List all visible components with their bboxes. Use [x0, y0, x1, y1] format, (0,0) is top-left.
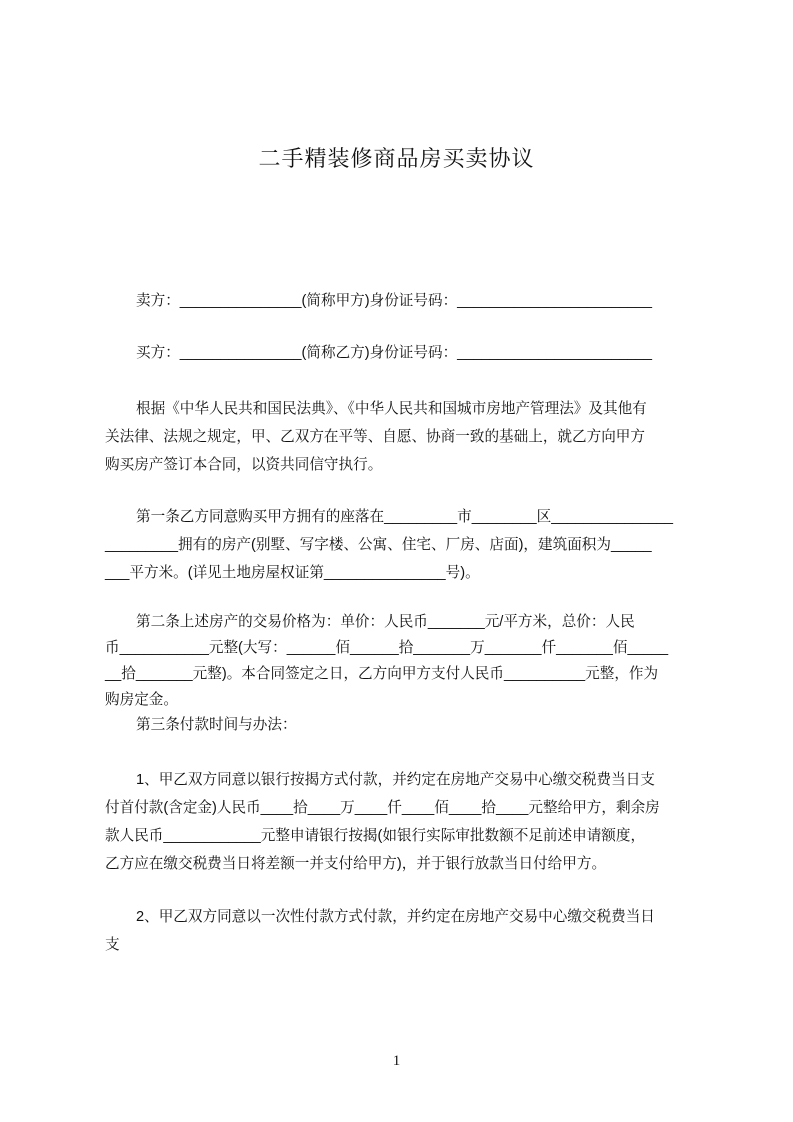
- clause1-line: 款人民币____________元整申请银行按揭(如银行实际审批数额不足前述申请额度，: [105, 828, 646, 844]
- clause2-line: 2、甲乙双方同意以一次性付款方式付款，并约定在房地产交易中心缴交税费当日: [136, 909, 655, 925]
- article3-heading: 第三条付款时间与办法：: [136, 717, 297, 733]
- preamble-line: 根据《中华人民共和国民法典》、《中华人民共和国城市房地产管理法》及其他有: [136, 401, 647, 417]
- clause1-line: 1、甲乙双方同意以银行按揭方式付款，并约定在房地产交易中心缴交税费当日支: [136, 772, 655, 788]
- seller-line: 卖方：_______________(简称甲方)身份证号码：________________________: [136, 293, 652, 309]
- article2-line: 购房定金。: [105, 692, 178, 708]
- clause1-line: 乙方应在缴交税费当日将差额一并支付给甲方)，并于银行放款当日付给甲方。: [105, 856, 607, 872]
- article2-line: 币___________元整(大写：______佰______拾_______万_______仟_______佰_____: [105, 640, 669, 656]
- article2-line: 第二条上述房产的交易价格为：单价：人民币_______元/平方米，总价：人民: [136, 614, 635, 630]
- document-title: 二手精装修商品房买卖协议: [258, 146, 535, 171]
- article1-line: ___平方米。(详见土地房屋权证第_______________号)。: [105, 565, 480, 581]
- article2-line: __拾_______元整)。本合同签定之日，乙方向甲方支付人民币__________元整，作为: [105, 666, 659, 682]
- clause2-line: 支: [105, 937, 120, 953]
- buyer-line: 买方：_______________(简称乙方)身份证号码：________________________: [136, 345, 652, 361]
- preamble-line: 关法律、法规之规定，甲、乙双方在平等、自愿、协商一致的基础上，就乙方向甲方: [105, 429, 645, 445]
- article1-line: _________拥有的房产(别墅、写字楼、公寓、住宅、厂房、店面)，建筑面积为_____: [105, 537, 652, 553]
- page-number: 1: [392, 1053, 401, 1069]
- preamble-line: 购买房产签订本合同，以资共同信守执行。: [105, 457, 383, 473]
- article1-line: 第一条乙方同意购买甲方拥有的座落在_________市________区_______________: [136, 509, 674, 525]
- clause1-line: 付首付款(含定金)人民币____拾____万____仟____佰____拾____元整给甲方，剩余房: [105, 800, 660, 816]
